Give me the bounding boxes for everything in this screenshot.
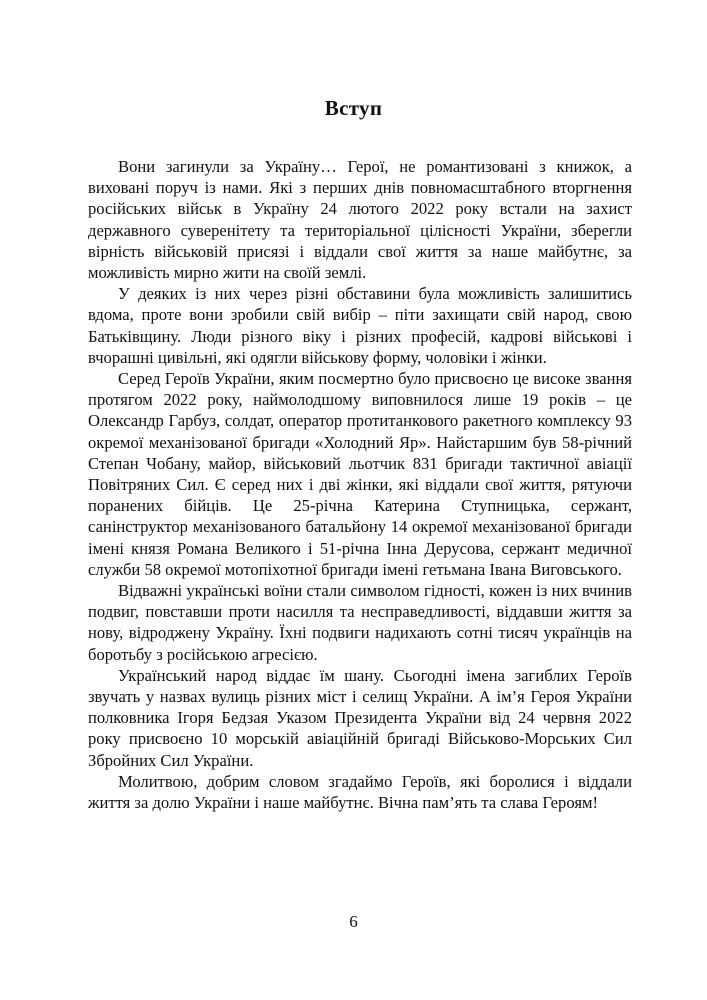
page-number: 6 xyxy=(349,912,358,931)
paragraph: Молитвою, добрим словом згадаймо Героїв, які боролися і віддали життя за долю України і наше майбутнє. Вічна пам’ять та слава Героям! xyxy=(88,771,632,813)
paragraph: Вони загинули за Україну… Герої, не романтизовані з книжок, а виховані поруч із нами. Які з перших днів повномасштабного вторгнення російських військ в Україну 24 лютого 2022 року встали на захист державного суверенітету та територіальної цілісності України, зберегли вірність військовій присязі і віддали свої життя за наше майбутнє, за можливість мирно жити на своїй землі. xyxy=(88,157,632,283)
body-text xyxy=(88,156,632,813)
paragraph: У деяких із них через різні обставини була можливість залишитись вдома, проте вони зробили свій вибір – піти захищати свій народ, свою Батьківщину. Люди різного віку і різних професій, кадрові військові і вчорашні цивільні, які одягли військову форму, чоловіки і жінки. xyxy=(88,284,632,367)
paragraph: Відважні українські воїни стали символом гідності, кожен із них вчинив подвиг, повставши проти насилля та несправедливості, віддавши життя за нову, відроджену Україну. Їхні подвиги надихають сотні тисяч українців на боротьбу з російською агресією. xyxy=(88,581,632,664)
paragraph: Український народ віддає їм шану. Сьогодні імена загиблих Героїв звучать у назвах вулиць різних міст і селищ України. А ім’я Героя України полковника Ігоря Бедзая Указом Президента України від 24 червня 2022 року присвоєно 10 морській авіаційній бригаді Військово-Морських Сил Збройних Сил України. xyxy=(88,665,632,770)
page-title: Вступ xyxy=(324,96,383,120)
paragraph: Серед Героїв України, яким посмертно було присвоєно це високе звання протягом 2022 року, наймолодшому виповнилося лише 19 років – це Олександр Гарбуз, солдат, оператор протитанкового ракетного комплексу 93 окремої механізованої бригади «Холодний Яр». Найстаршим був 58-річний Степан Чобану, майор, військовий льотчик 831 бригади тактичної авіації Повітряних Сил. Є серед них і дві жінки, які віддали свої життя, рятуючи поранених бійців. Це 25-річна Катерина Ступницька, сержант, санінструктор механізованого батальйону 14 окремої механізованої бригади імені князя Романа Великого і 51-річна Інна Дерусова, сержант медичної служби 58 окремої мотопіхотної бригади імені гетьмана Івана Виговського. xyxy=(88,369,632,579)
